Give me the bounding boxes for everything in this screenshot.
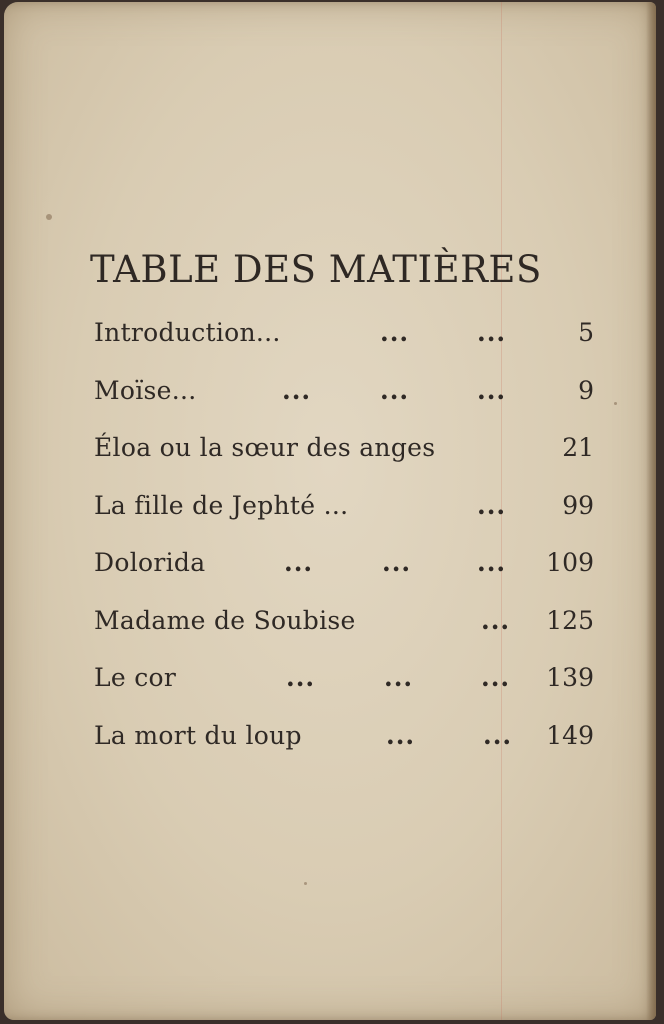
toc-entry-title: Madame de Soubise (94, 605, 356, 635)
toc-leader-dots: ... (286, 663, 316, 692)
toc-entry-page: 99 (562, 490, 594, 520)
toc-entry (94, 312, 594, 370)
toc-entry-title: La mort du loup (94, 720, 302, 750)
paper-speck (614, 402, 617, 405)
toc-entry-title: Le cor (94, 663, 177, 692)
toc-entry-page: 139 (546, 663, 594, 692)
toc-entry-title: Moïse... (94, 375, 197, 405)
toc-leader-dots: ... (481, 663, 511, 692)
table-of-contents (94, 312, 594, 772)
toc-leader-dots: ... (284, 548, 314, 577)
toc-entry-title: Introduction... (94, 318, 281, 347)
paper-speck (46, 214, 52, 220)
toc-entry (94, 715, 594, 773)
toc-leader-dots: ... (477, 375, 507, 405)
toc-leader-dots: ... (483, 720, 513, 750)
paper-speck (304, 882, 307, 885)
toc-leader-dots: ... (477, 548, 507, 577)
toc-entry-title: Éloa ou la sœur des anges (94, 433, 436, 462)
book-page (4, 2, 656, 1020)
toc-leader-dots: ... (481, 605, 511, 635)
toc-heading: TABLE DES MATIÈRES (90, 248, 542, 291)
toc-entry-page: 9 (578, 375, 594, 405)
page-edge-shadow (646, 2, 656, 1020)
toc-leader-dots: ... (386, 720, 416, 750)
toc-entry (94, 427, 594, 485)
toc-entry-page: 5 (578, 318, 594, 347)
toc-entry-page: 21 (562, 433, 594, 462)
toc-entry (94, 657, 594, 715)
toc-leader-dots: ... (380, 375, 410, 405)
toc-leader-dots: ... (477, 490, 507, 520)
toc-leader-dots: ... (384, 663, 414, 692)
toc-leader-dots: ... (477, 318, 507, 347)
toc-entry-title: Dolorida (94, 548, 206, 577)
toc-entry (94, 485, 594, 543)
toc-entry-page: 125 (546, 605, 594, 635)
toc-entry-title: La fille de Jephté ... (94, 490, 349, 520)
toc-entry (94, 600, 594, 658)
toc-entry-page: 109 (546, 548, 594, 577)
toc-leader-dots: ... (382, 548, 412, 577)
toc-entry-page: 149 (546, 720, 594, 750)
toc-leader-dots: ... (282, 375, 312, 405)
toc-entry (94, 542, 594, 600)
toc-entry (94, 370, 594, 428)
toc-leader-dots: ... (380, 318, 410, 347)
